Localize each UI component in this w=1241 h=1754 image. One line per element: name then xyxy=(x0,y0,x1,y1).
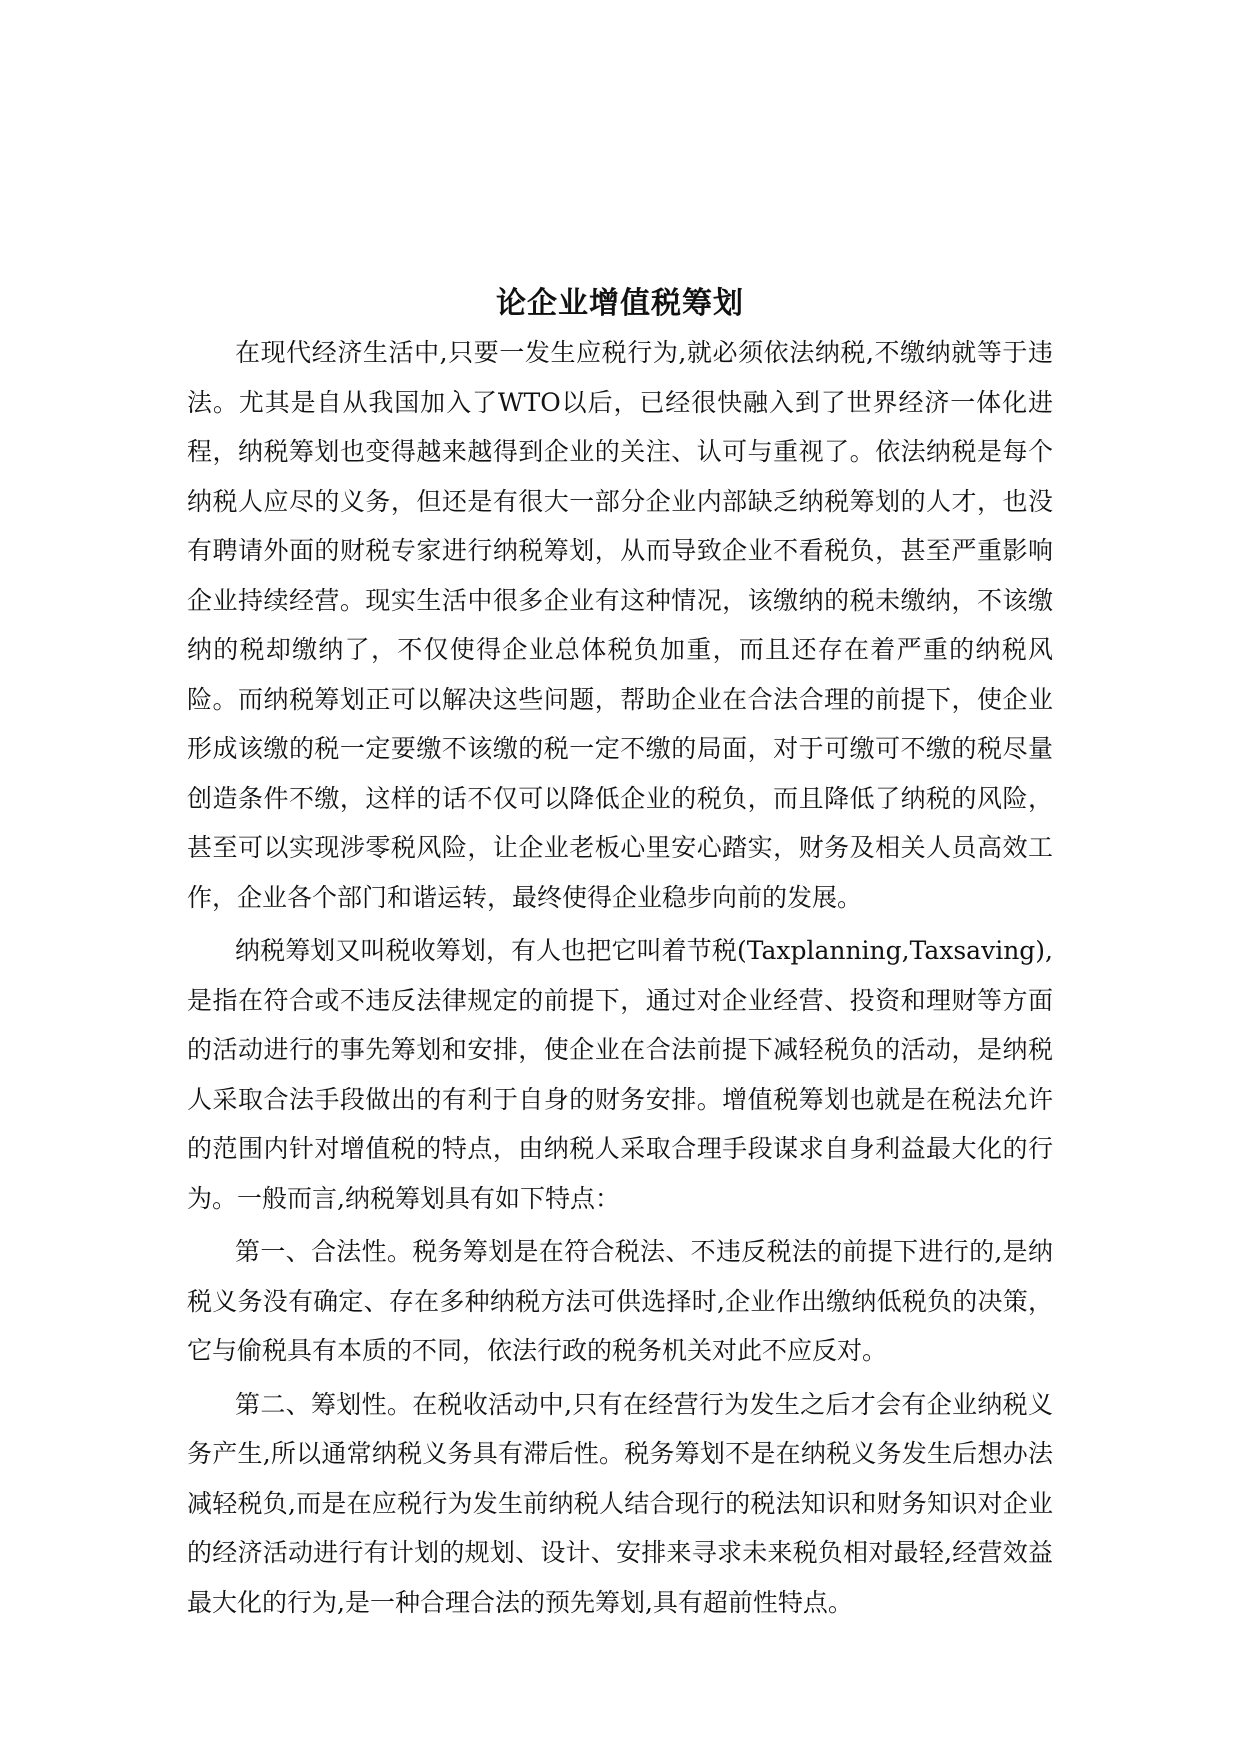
paragraph-intro: 在现代经济生活中,只要一发生应税行为,就必须依法纳税,不缴纳就等于违法。尤其是自从我国加入了WTO以后，已经很快融入到了世界经济一体化进程，纳税筹划也变得越来越得到企业的关注、认可与重视了。依法纳税是每个纳税人应尽的义务，但还是有很大一部分企业内部缺乏纳税筹划的人才，也没有聘请外面的财税专家进行纳税筹划，从而导致企业不看税负，甚至严重影响企业持续经营。现实生活中很多企业有这种情况，该缴纳的税未缴纳，不该缴纳的税却缴纳了，不仅使得企业总体税负加重，而且还存在着严重的纳税风险。而纳税筹划正可以解决这些问题，帮助企业在合法合理的前提下，使企业形成该缴的税一定要缴不该缴的税一定不缴的局面，对于可缴可不缴的税尽量创造条件不缴，这样的话不仅可以降低企业的税负，而且降低了纳税的风险，甚至可以实现涉零税风险，让企业老板心里安心踏实，财务及相关人员高效工作，企业各个部门和谐运转，最终使得企业稳步向前的发展。 xyxy=(187,338,1053,912)
paragraph-legality: 第一、合法性。税务筹划是在符合税法、不违反税法的前提下进行的,是纳税义务没有确定、存在多种纳税方法可供选择时,企业作出缴纳低税负的决策，它与偷税具有本质的不同，依法行政的税务机关对此不应反对。 xyxy=(187,1237,1053,1365)
document-title: 论企业增值税筹划 xyxy=(496,286,744,321)
paragraph-planning: 第二、筹划性。在税收活动中,只有在经营行为发生之后才会有企业纳税义务产生,所以通常纳税义务具有滞后性。税务筹划不是在纳税义务发生后想办法减轻税负,而是在应税行为发生前纳税人结合现行的税法知识和财务知识对企业的经济活动进行有计划的规划、设计、安排来寻求未来税负相对最轻,经营效益最大化的行为,是一种合理合法的预先筹划,具有超前性特点。 xyxy=(187,1389,1053,1617)
document-body xyxy=(187,284,1053,1631)
paragraph-definition: 纳税筹划又叫税收筹划，有人也把它叫着节税(Taxplanning,Taxsaving),是指在符合或不违反法律规定的前提下，通过对企业经营、投资和理财等方面的活动进行的事先筹划和安排，使企业在合法前提下减轻税负的活动，是纳税人采取合法手段做出的有利于自身的财务安排。增值税筹划也就是在税法允许的范围内针对增值税的特点，由纳税人采取合理手段谋求自身利益最大化的行为。一般而言,纳税筹划具有如下特点： xyxy=(187,936,1053,1213)
